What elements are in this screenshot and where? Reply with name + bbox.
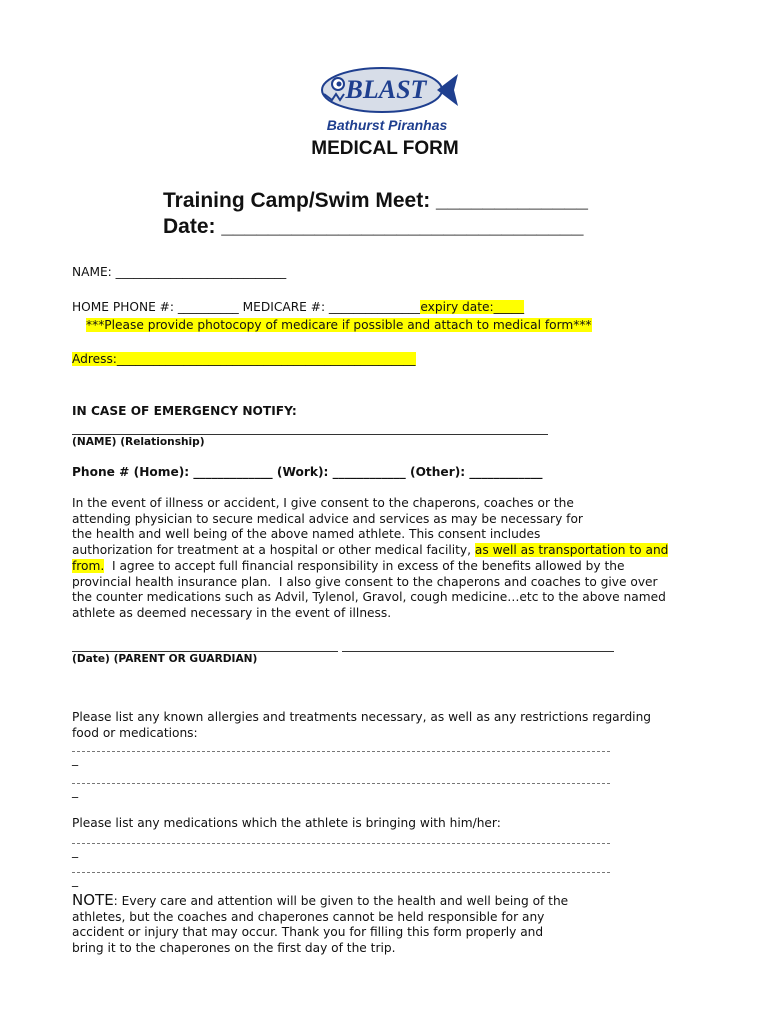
note-word: NOTE: [72, 891, 114, 909]
medications-line-1[interactable]: [72, 843, 610, 844]
guardian-signature-line[interactable]: [342, 651, 614, 652]
signature-label: (Date) (PARENT OR GUARDIAN): [72, 653, 258, 665]
line-stub: _: [72, 784, 79, 798]
line-stub: _: [72, 752, 79, 766]
note-paragraph: NOTE: Every care and attention will be given to the health and well being of the athletes, but the coaches and chaperones cannot be held responsible for any accident or injury that may occur. Thank you for filling this form properly and bring it to the chaperones on the first day of the trip.: [72, 891, 569, 956]
name-field[interactable]: NAME: ____________________________: [72, 265, 287, 279]
training-camp-field[interactable]: Training Camp/Swim Meet: _____________: [163, 189, 588, 212]
address-field[interactable]: Adress:_________________________________________________: [72, 352, 416, 366]
emergency-heading: IN CASE OF EMERGENCY NOTIFY:: [72, 404, 297, 418]
medicare-note: ***Please provide photocopy of medicare if possible and attach to medical form***: [86, 318, 592, 332]
blast-logo: [312, 58, 462, 136]
date-signature-line[interactable]: [72, 651, 338, 652]
emergency-name-label: (NAME) (Relationship): [72, 436, 205, 448]
allergies-line-1[interactable]: [72, 751, 610, 752]
line-stub: _: [72, 844, 79, 858]
allergies-line-2[interactable]: [72, 783, 610, 784]
line-stub: _: [72, 873, 79, 887]
logo-caption: Bathurst Piranhas: [326, 117, 448, 133]
form-title: MEDICAL FORM: [311, 138, 459, 159]
date-field[interactable]: Date: _______________________________: [163, 215, 584, 238]
medications-line-2[interactable]: [72, 872, 610, 873]
phone-medicare-row: [72, 300, 524, 314]
consent-paragraph: In the event of illness or accident, I give consent to the chaperons, coaches or the attending physician to secure medical advice and services as may be necessary for the health and well being of the above named athlete. This consent includes authorization for treatment at a hospital or other medical facility, as well as transportation to and from. I agree to accept full financial responsibility in excess of the benefits allowed by the provincial health insurance plan. I also give consent to the chaperons and coaches to give over the counter medications such as Advil, Tylenol, Gravol, cough medicine…etc to the above named athlete as deemed necessary in the event of illness.: [72, 496, 669, 620]
allergies-prompt: Please list any known allergies and treatments necessary, as well as any restrictions regarding food or medications:: [72, 710, 652, 740]
emergency-contact-line[interactable]: [72, 434, 548, 435]
expiry-date-field[interactable]: expiry date:_____: [420, 300, 525, 314]
medications-prompt: Please list any medications which the athlete is bringing with him/her:: [72, 816, 501, 830]
emergency-phones-field[interactable]: Phone # (Home): _____________ (Work): ____________ (Other): ____________: [72, 465, 543, 479]
logo-text: BLAST: [345, 75, 427, 104]
phone-medicare-field[interactable]: HOME PHONE #: __________ MEDICARE #: _______________: [72, 300, 421, 314]
